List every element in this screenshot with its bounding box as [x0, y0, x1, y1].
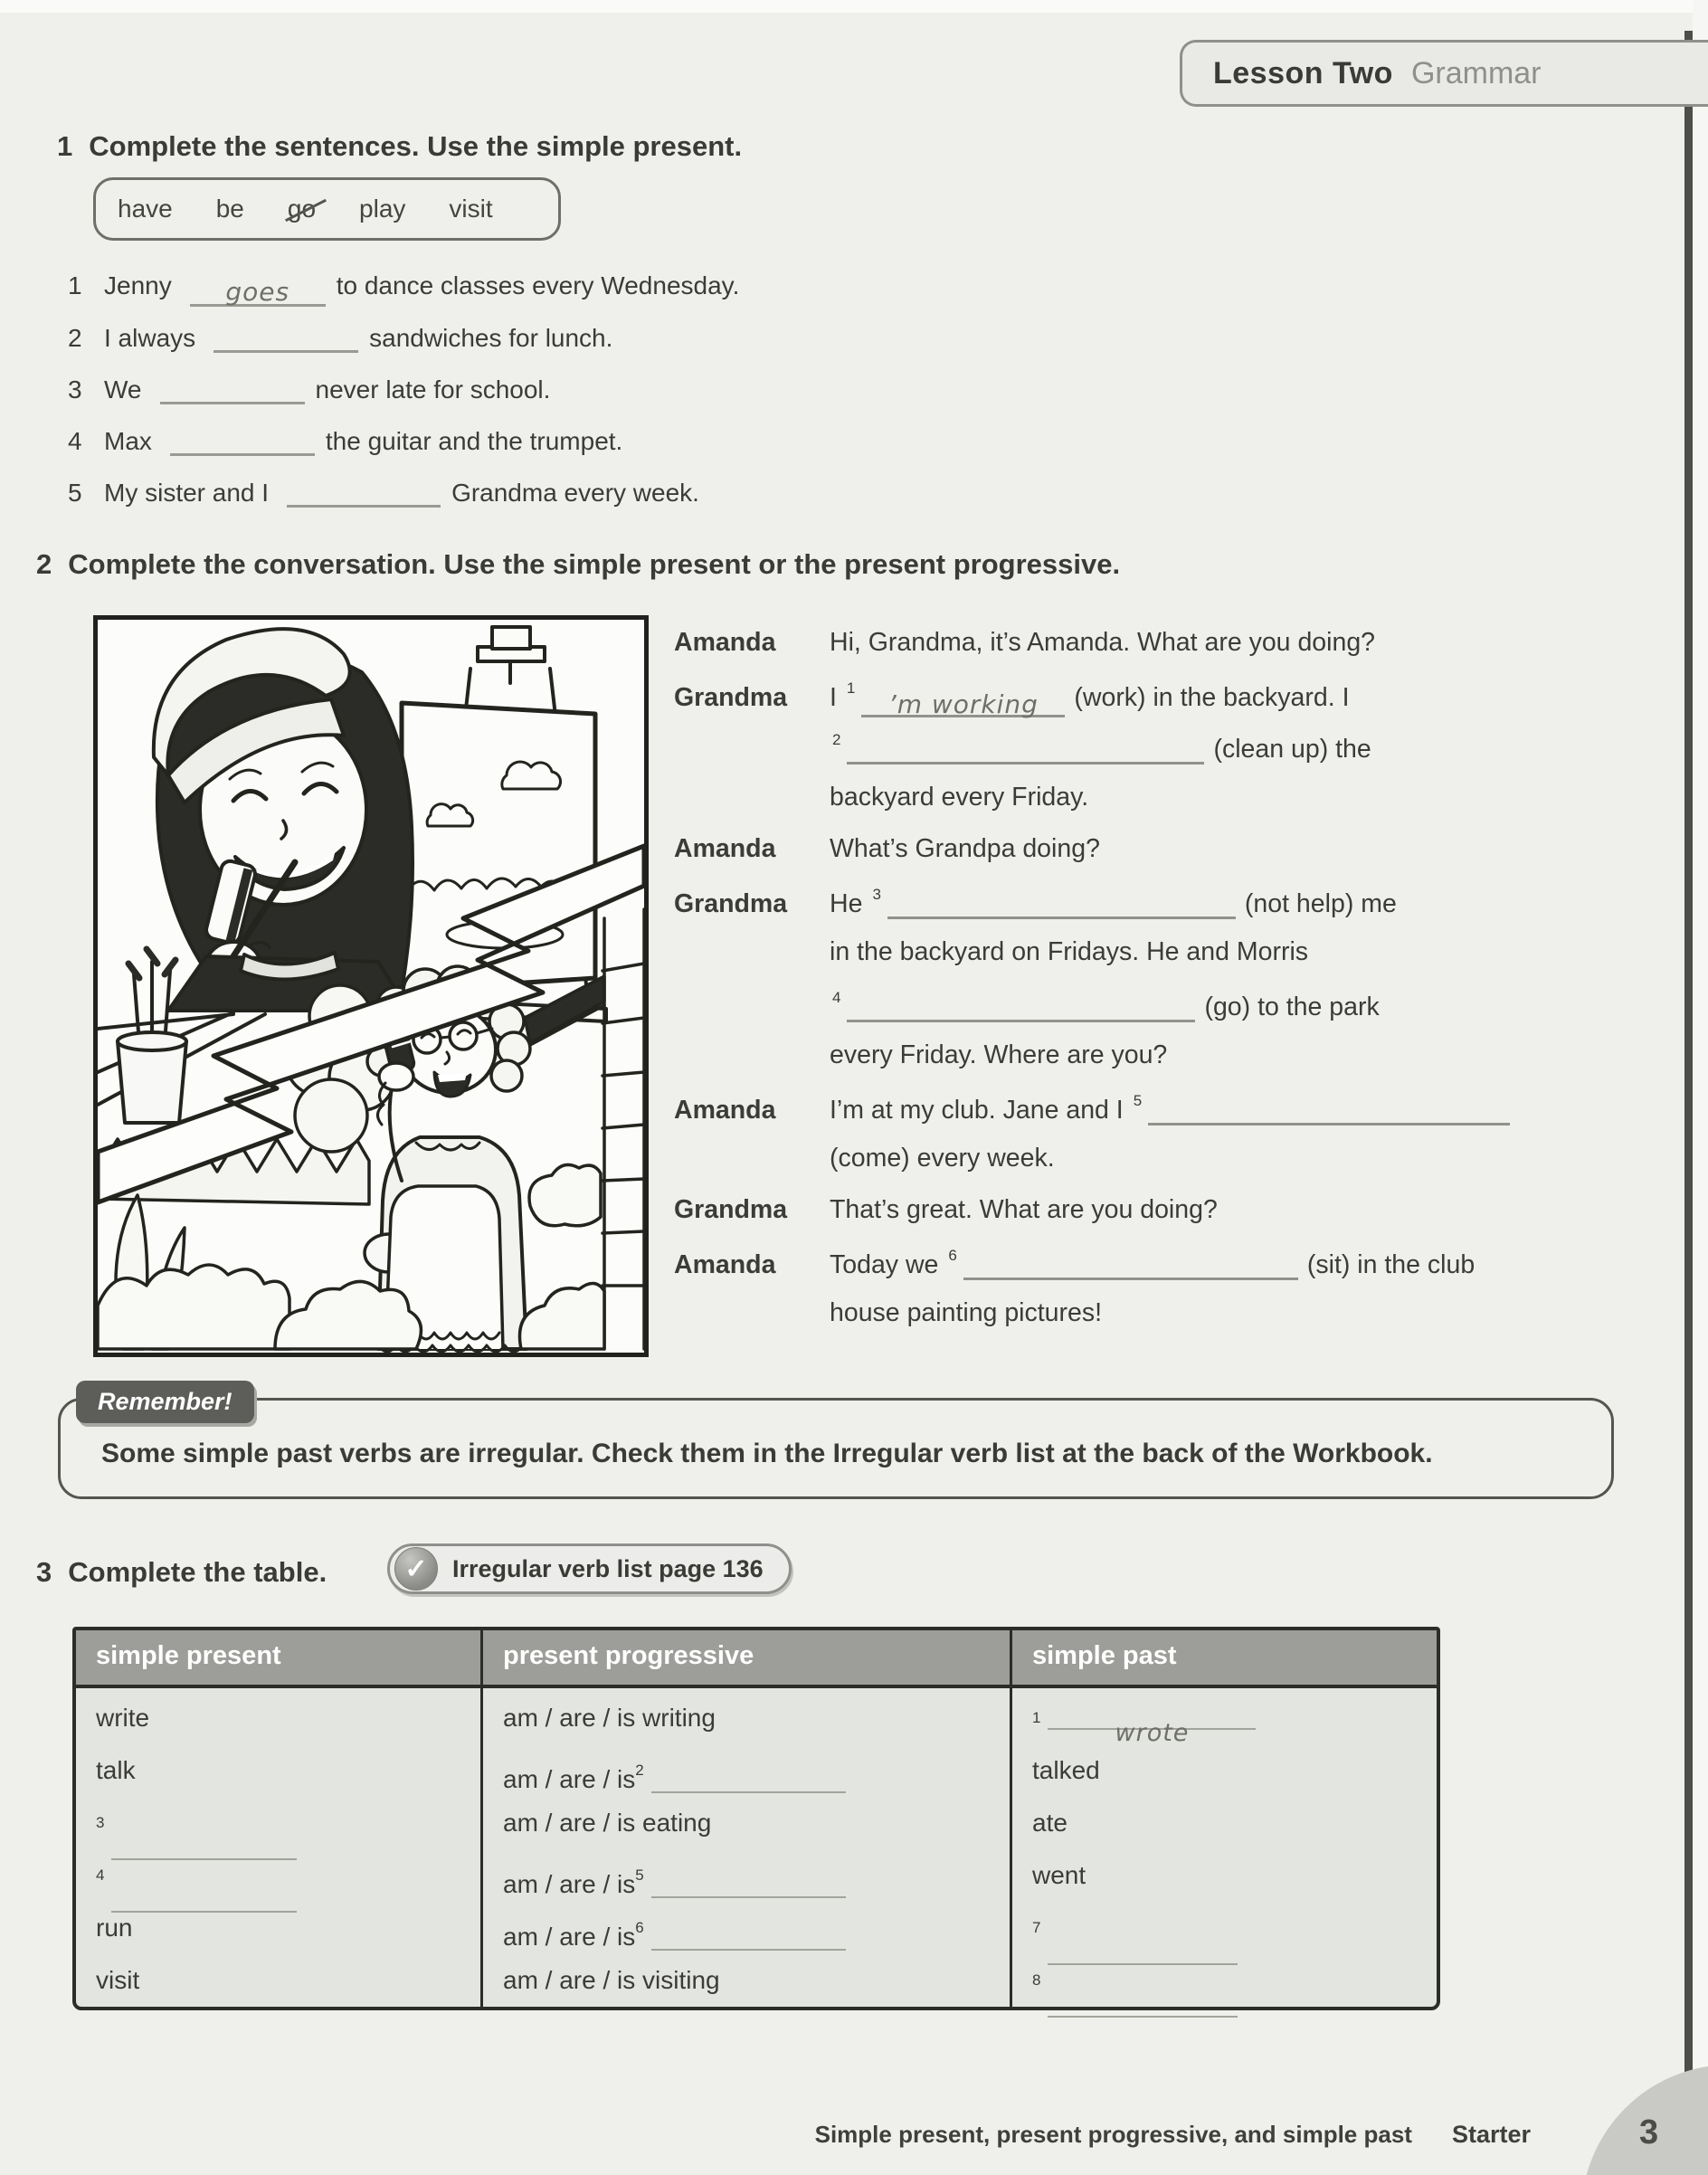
answer-blank[interactable] — [287, 478, 441, 508]
gap-number: 2 — [832, 731, 841, 748]
lesson-title: Lesson Two — [1213, 55, 1393, 90]
answer-blank[interactable] — [847, 736, 1204, 765]
table-cell: visit — [96, 1966, 140, 1994]
answer-blank[interactable] — [861, 689, 1065, 717]
column-present-progressive — [480, 1688, 1010, 2007]
gap-number: 5 — [1133, 1092, 1143, 1109]
answer-blank[interactable] — [887, 891, 1236, 919]
dialogue-line: (come) every week. — [830, 1144, 1055, 1173]
lesson-subject: Grammar — [1410, 55, 1542, 90]
answer-blank[interactable] — [214, 323, 358, 353]
paintbrush-cup-icon — [118, 949, 186, 1123]
badge-text: Irregular verb list page 136 — [452, 1554, 764, 1582]
answer-blank[interactable] — [847, 994, 1195, 1022]
remember-text: Some simple past verbs are irregular. Check them in the Irregular verb list at the back of the Workbook. — [101, 1439, 1433, 1468]
gap-number: 1 — [846, 679, 856, 697]
sentence-item: 4 Max the guitar and the trumpet. — [68, 427, 623, 455]
dialogue-line: Grandma I $^1$’m working (work) in the backyard. I — [674, 679, 1350, 719]
table-cell: am / are / is visiting — [503, 1966, 720, 1994]
handwritten-answer: ’m working — [887, 689, 1039, 719]
word-option: be — [215, 195, 244, 223]
exercise2-instruction: Complete the conversation. Use the simple present or the present progressive. — [68, 548, 1121, 580]
dialogue-line: Grandma He $^3$ (not help) me — [674, 886, 1397, 918]
table-cell — [1032, 1902, 1437, 1954]
word-option: play — [359, 195, 406, 223]
table-cell: went — [1032, 1861, 1086, 1889]
answer-blank[interactable] — [1048, 1994, 1238, 2018]
exercise2-number: 2 — [36, 548, 52, 580]
dialogue-line: backyard every Friday. — [830, 783, 1089, 812]
dialogue-line: Amanda Hi, Grandma, it’s Amanda. What are you doing? — [674, 628, 1376, 657]
exercise1-number: 1 — [57, 130, 73, 162]
amanda-figure — [154, 629, 413, 1011]
table-cell: write — [96, 1704, 150, 1732]
handwritten-answer: goes — [225, 277, 290, 307]
table-cell: am / are / $is^2$ — [503, 1744, 1010, 1797]
page-number: 3 — [1639, 2113, 1659, 2151]
table-cell: am / are / is writing — [503, 1704, 716, 1732]
speaker-name: Amanda — [674, 834, 776, 863]
dialogue-line: Grandma That’s great. What are you doing? — [674, 1195, 1218, 1224]
gap-number: 6 — [635, 1919, 644, 1936]
column-header: simple past — [1010, 1630, 1437, 1685]
table-cell: ate — [1032, 1809, 1068, 1837]
exercise3-heading — [36, 1556, 327, 1589]
scan-right-margin — [1693, 0, 1708, 2175]
lesson-header-tab — [1180, 40, 1708, 107]
answer-blank[interactable] — [963, 1252, 1298, 1280]
scan-top-margin — [0, 0, 1708, 13]
table-header-row — [76, 1630, 1437, 1688]
exercise1-heading — [57, 130, 742, 163]
sentence-item: 2 I always sandwiches for lunch. — [68, 324, 613, 352]
answer-blank[interactable] — [170, 426, 315, 456]
word-option: visit — [449, 195, 493, 223]
dialogue-line: every Friday. Where are you? — [830, 1040, 1168, 1069]
table-cell: am / are / $is^6$ — [503, 1902, 1010, 1954]
answer-blank[interactable] — [190, 277, 326, 307]
dialogue-line: $^2$ (clean up) the — [832, 731, 1371, 764]
dialogue-line: Amanda I’m at my club. Jane and I $^5$ — [674, 1092, 1519, 1125]
column-header: present progressive — [480, 1630, 1010, 1685]
exercise2-heading — [36, 548, 1120, 581]
table-body — [76, 1688, 1437, 2007]
gap-number: 6 — [948, 1247, 957, 1264]
gap-number: 2 — [635, 1762, 644, 1779]
gap-number: 8 — [1032, 1971, 1041, 1989]
answer-blank[interactable] — [651, 1927, 846, 1951]
word-option: have — [118, 195, 173, 223]
answer-blank[interactable] — [1148, 1097, 1510, 1125]
speaker-name: Amanda — [674, 628, 776, 657]
table-cell: talked — [1032, 1756, 1100, 1784]
dialogue-line: $^4$ (go) to the park — [832, 989, 1380, 1021]
table-cell — [96, 1797, 480, 1849]
handwritten-answer: wrote — [1115, 1719, 1190, 1747]
exercise1-instruction: Complete the sentences. Use the simple present. — [89, 130, 743, 162]
footer — [452, 2121, 1531, 2149]
gap-number: 4 — [96, 1866, 105, 1884]
sentence-item: 3 We never late for school. — [68, 375, 551, 404]
answer-blank[interactable] — [111, 1889, 297, 1913]
speaker-name: Amanda — [674, 1096, 776, 1125]
column-simple-present — [76, 1688, 480, 2007]
answer-blank[interactable] — [651, 1875, 846, 1898]
answer-blank[interactable] — [1048, 1942, 1238, 1965]
sentence-item: 1 Jenny goes to dance classes every Wednesday. — [68, 271, 740, 307]
sentence-item: 5 My sister and I Grandma every week. — [68, 479, 699, 507]
answer-blank[interactable] — [1048, 1706, 1256, 1747]
gap-number: 7 — [1032, 1919, 1041, 1936]
dialogue-line: Amanda Today we $^6$ (sit) in the club — [674, 1247, 1476, 1279]
exercise3-number: 3 — [36, 1556, 52, 1588]
gap-number: 3 — [872, 886, 881, 903]
speaker-name: Grandma — [674, 683, 788, 712]
table-cell: am / are / $is^5$ — [503, 1849, 1010, 1902]
speaker-name: Grandma — [674, 889, 788, 918]
speaker-name: Grandma — [674, 1195, 788, 1224]
footer-title: Simple present, present progressive, and simple past — [814, 2121, 1412, 2148]
conversation — [674, 628, 1692, 1352]
illustration-drawing — [98, 620, 644, 1353]
word-bank-box — [93, 177, 561, 241]
table-cell: run — [96, 1914, 133, 1942]
gap-number: 3 — [96, 1814, 105, 1831]
remember-label: Remember! — [76, 1381, 254, 1423]
dialogue-line: Amanda What’s Grandpa doing? — [674, 834, 1100, 863]
word-option-crossed: go — [288, 195, 316, 223]
gap-number: 5 — [635, 1866, 644, 1884]
dialogue-line: in the backyard on Fridays. He and Morris — [830, 937, 1309, 966]
verb-list-reference-badge — [387, 1543, 792, 1594]
column-header: simple present — [96, 1641, 281, 1670]
gap-number: 1 — [1032, 1709, 1041, 1726]
cartoon-illustration — [93, 615, 649, 1357]
answer-blank[interactable] — [111, 1837, 297, 1860]
answer-blank[interactable] — [160, 375, 305, 404]
exercise3-instruction: Complete the table. — [68, 1556, 327, 1588]
dialogue-line: house painting pictures! — [830, 1298, 1103, 1327]
table-cell — [1032, 1692, 1437, 1747]
speaker-name: Amanda — [674, 1250, 776, 1279]
table-cell: talk — [96, 1756, 136, 1784]
table-cell: am / are / is eating — [503, 1809, 712, 1837]
check-badge-icon: ✓ — [394, 1547, 438, 1591]
verb-forms-table — [72, 1627, 1440, 2010]
footer-level: Starter — [1451, 2121, 1531, 2148]
answer-blank[interactable] — [651, 1770, 846, 1793]
column-simple-past — [1010, 1688, 1437, 2007]
gap-number: 4 — [832, 989, 841, 1006]
